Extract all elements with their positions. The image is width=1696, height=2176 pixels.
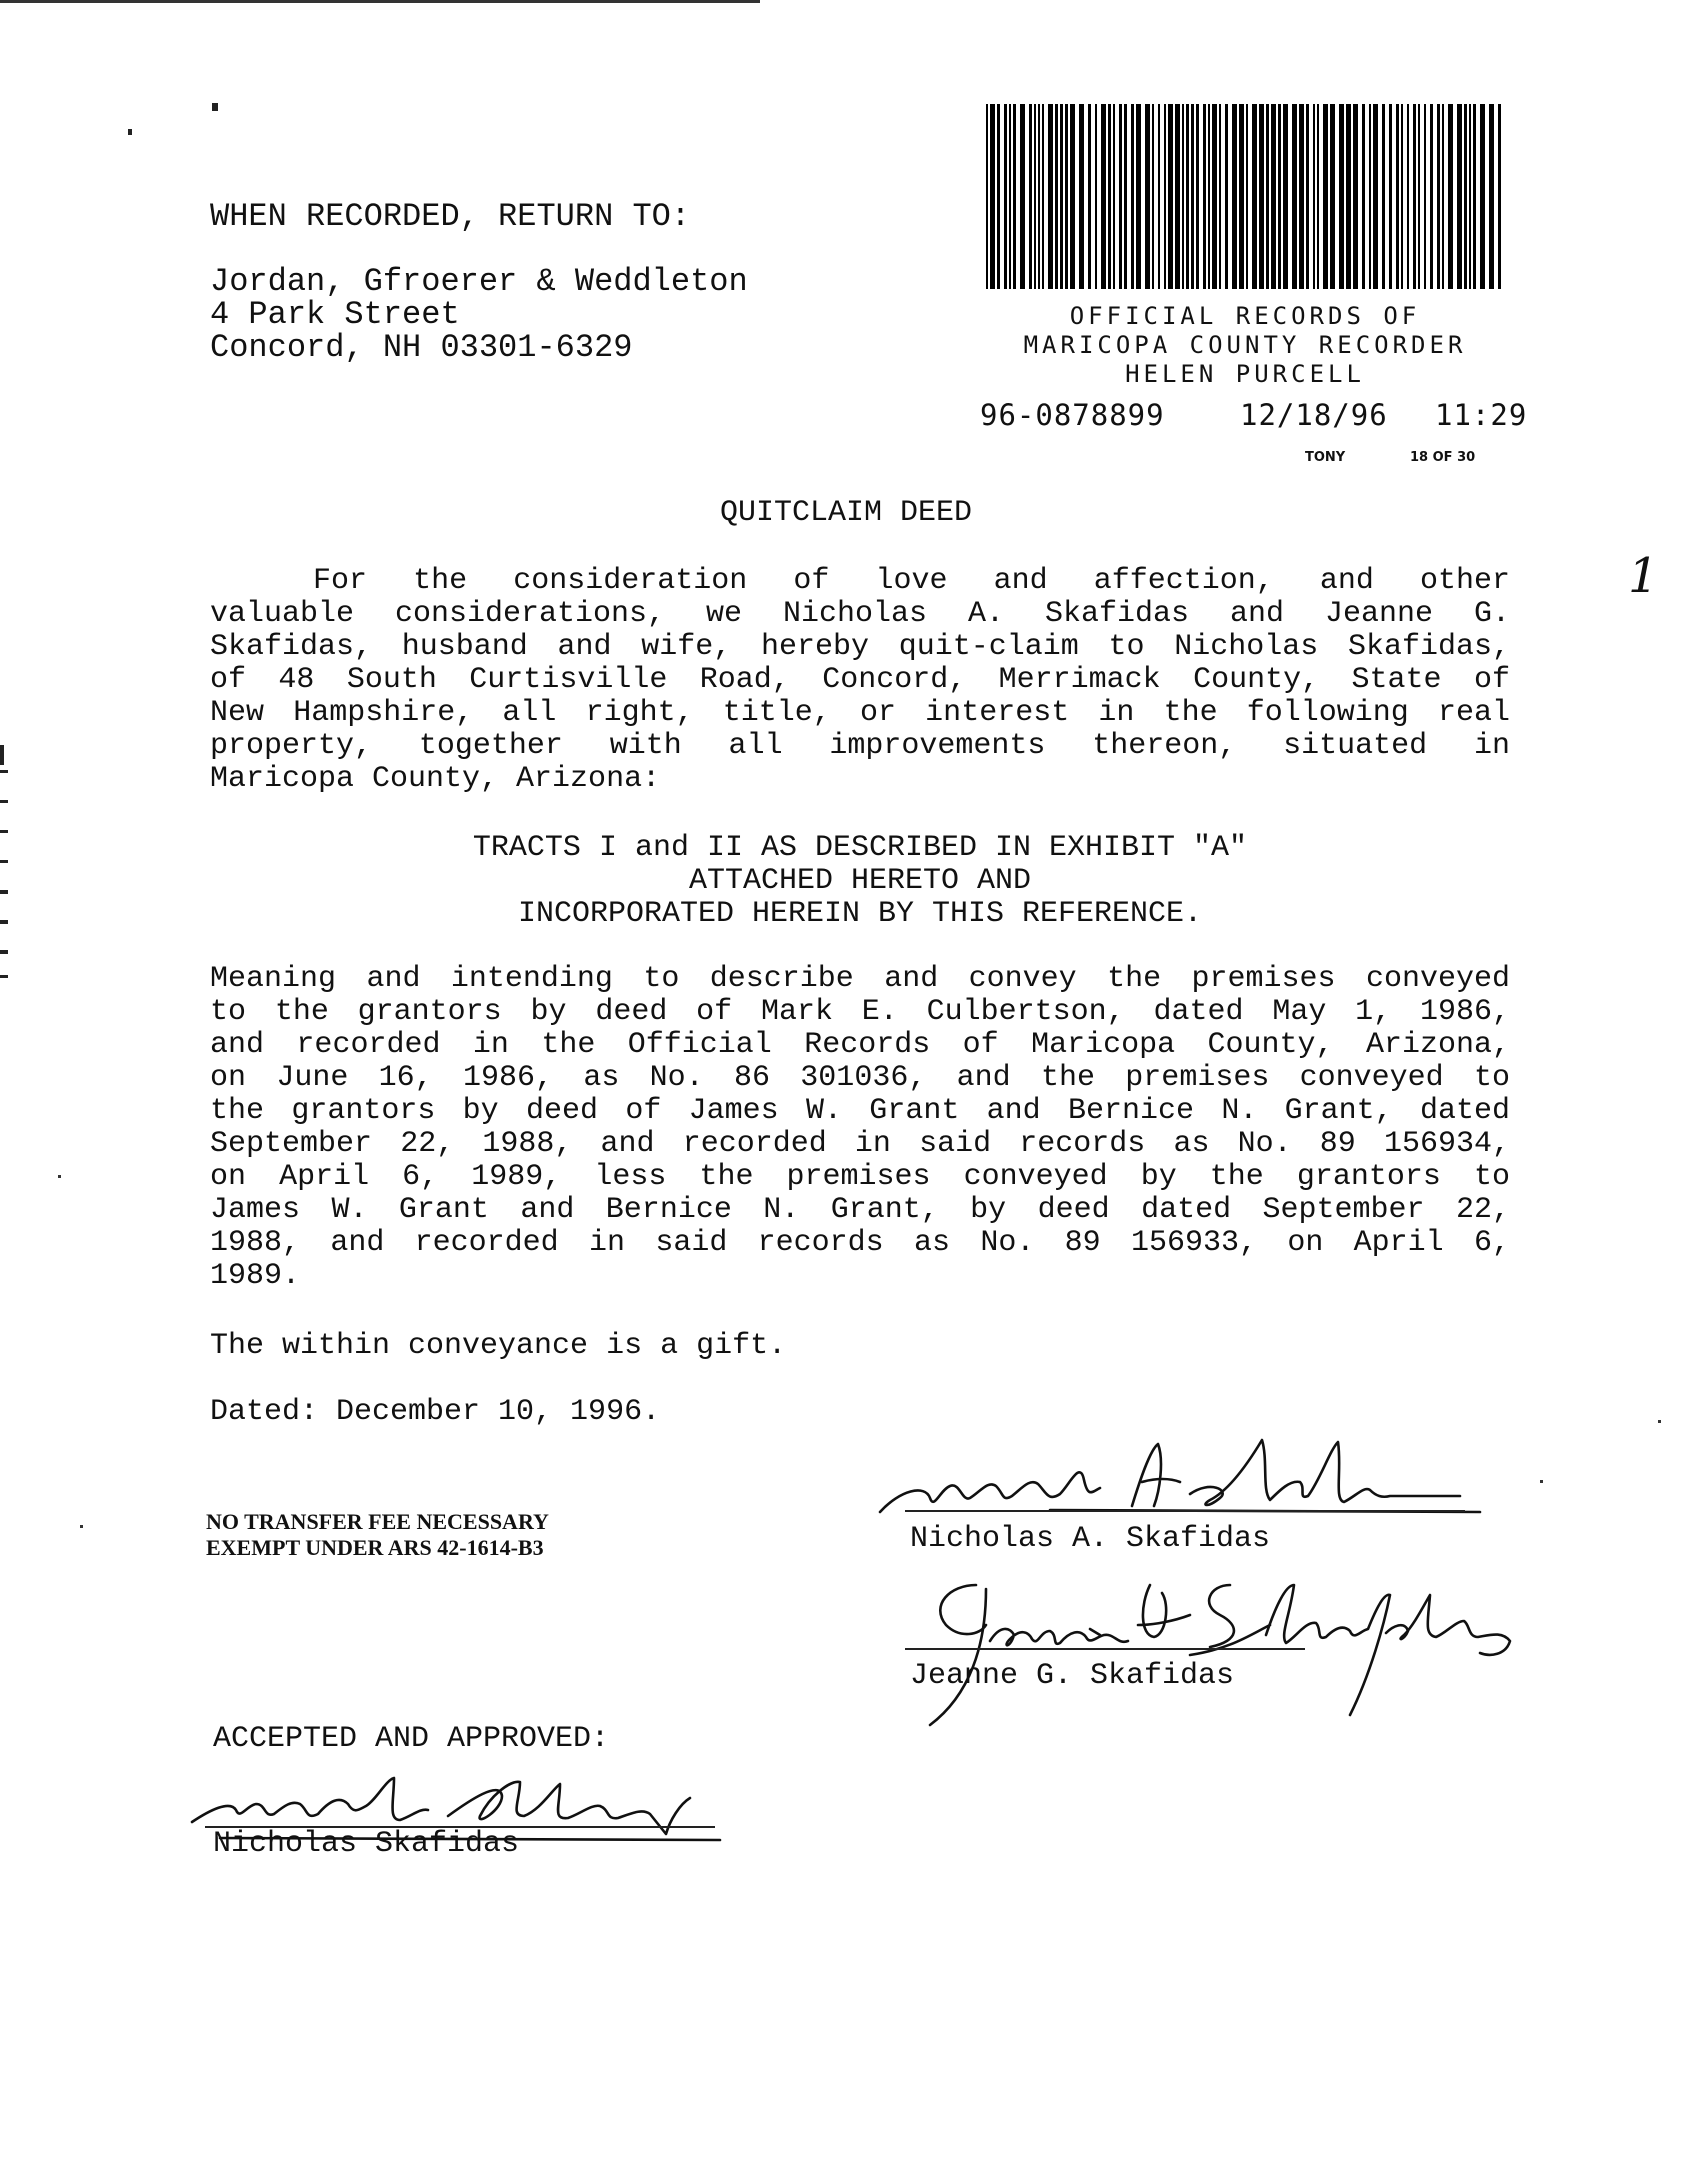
barcode-bar	[1271, 104, 1276, 289]
barcode-bar	[1048, 104, 1053, 289]
recording-page: 18 OF 30	[1410, 450, 1476, 465]
barcode-bar	[1389, 104, 1392, 289]
barcode-bar	[1131, 104, 1134, 289]
accepted-label: ACCEPTED AND APPROVED:	[213, 1722, 610, 1756]
scan-top-edge	[0, 0, 760, 3]
recorder-stamp	[960, 302, 1530, 389]
barcode-bar	[1038, 104, 1040, 289]
barcode-bar	[1457, 104, 1462, 289]
barcode-bar	[1013, 104, 1016, 289]
barcode-bar	[1373, 104, 1378, 289]
grant-line: Skafidas, husband and wife, hereby quit-claim to Nicholas Skafidas,	[210, 630, 1510, 664]
margin-mark: 1	[1628, 548, 1659, 604]
barcode-bar	[1175, 104, 1180, 289]
meaning-line: Meaning and intending to describe and convey the premises conveyed	[210, 962, 1510, 996]
barcode-bar	[1469, 104, 1471, 289]
meaning-line: to the grantors by deed of Mark E. Culbertson, dated May 1, 1986,	[210, 995, 1510, 1029]
meaning-line: 1989.	[210, 1259, 301, 1293]
signature-nicholas-a-skafidas	[870, 1420, 1490, 1530]
barcode-bar	[1065, 104, 1068, 289]
signature-line	[905, 1648, 1305, 1650]
recording-date: 12/18/96	[1240, 398, 1388, 432]
barcode-bar	[1004, 104, 1007, 289]
barcode-bar	[1283, 104, 1288, 289]
barcode-bar	[1266, 104, 1269, 289]
barcode-bar	[986, 104, 988, 289]
barcode-bar	[1413, 104, 1416, 289]
barcode-bar	[1079, 104, 1084, 289]
transfer-fee-exemption: EXEMPT UNDER ARS 42-1614-B3	[206, 1535, 544, 1560]
barcode-bar	[1317, 104, 1319, 289]
barcode-bar	[1252, 104, 1257, 289]
return-heading: WHEN RECORDED, RETURN TO:	[210, 198, 691, 235]
meaning-paragraph	[210, 963, 1510, 1293]
tracts-line: INCORPORATED HEREIN BY THIS REFERENCE.	[517, 897, 1203, 931]
barcode-bar	[1313, 104, 1315, 289]
barcode-bar	[1101, 104, 1106, 289]
meaning-line: on April 6, 1989, less the premises conveyed by the grantors to	[210, 1160, 1510, 1194]
barcode-bar	[1346, 104, 1351, 289]
barcode-bar	[1196, 104, 1199, 289]
recorder-line: HELEN PURCELL	[1125, 360, 1365, 388]
tracts-reference	[210, 832, 1510, 931]
transfer-fee-note: NO TRANSFER FEE NECESSARY	[206, 1509, 549, 1534]
grantor2-name: Jeanne G. Skafidas	[910, 1659, 1235, 1693]
barcode-bar	[1225, 104, 1228, 289]
barcode-bar	[1070, 104, 1075, 289]
barcode-bar	[1498, 104, 1501, 289]
barcode-bar	[1042, 104, 1044, 289]
return-address-line: Concord, NH 03301-6329	[210, 329, 633, 366]
barcode-bar	[1212, 104, 1217, 289]
barcode-bar	[1418, 104, 1420, 289]
recorder-line: OFFICIAL RECORDS OF	[1069, 302, 1421, 330]
barcode-bar	[1208, 104, 1210, 289]
barcode-bar	[1407, 104, 1409, 289]
barcode-bar	[1401, 104, 1403, 289]
grant-line: property, together with all improvements thereon, situated in	[210, 729, 1510, 763]
grant-line: of 48 South Curtisville Road, Concord, Merrimack County, State of	[210, 663, 1510, 697]
recorder-line: MARICOPA COUNTY RECORDER	[1023, 331, 1467, 359]
barcode-bar	[1203, 104, 1206, 289]
barcode-bar	[1029, 104, 1032, 289]
grant-line: New Hampshire, all right, title, or interest in the following real	[210, 696, 1510, 730]
recording-time: 11:29	[1435, 398, 1528, 432]
barcode-bar	[1382, 104, 1385, 289]
barcode-bar	[1119, 104, 1122, 289]
barcode-bar	[1158, 104, 1160, 289]
barcode-bar	[1034, 104, 1036, 289]
barcode-bar	[1246, 104, 1248, 289]
barcode-bar	[1145, 104, 1150, 289]
barcode-bar	[1136, 104, 1141, 289]
document-title: QUITCLAIM DEED	[720, 496, 973, 530]
barcode-bar	[1339, 104, 1344, 289]
barcode-bar	[1186, 104, 1189, 289]
signature-line	[905, 1510, 1465, 1512]
barcode-bar	[1323, 104, 1328, 289]
barcode-bar	[1219, 104, 1221, 289]
meaning-line: James W. Grant and Bernice N. Grant, by deed dated September 22,	[210, 1193, 1510, 1227]
barcode-bar	[1239, 104, 1244, 289]
barcode-bar	[990, 104, 995, 289]
barcode-bar	[1182, 104, 1184, 289]
meaning-line: the grantors by deed of James W. Grant and Bernice N. Grant, dated	[210, 1094, 1510, 1128]
grant-paragraph	[210, 565, 1510, 796]
barcode	[982, 104, 1512, 289]
barcode-bar	[1232, 104, 1237, 289]
barcode-bar	[1088, 104, 1091, 289]
barcode-bar	[1095, 104, 1097, 289]
barcode-bar	[1396, 104, 1399, 289]
grant-line: valuable considerations, we Nicholas A. Skafidas and Jeanne G.	[210, 597, 1510, 631]
barcode-bar	[1437, 104, 1440, 289]
tracts-line: ATTACHED HERETO AND	[688, 864, 1032, 898]
barcode-bar	[1362, 104, 1365, 289]
barcode-bar	[1020, 104, 1025, 289]
barcode-bar	[1292, 104, 1297, 289]
grant-line: For the consideration of love and affection, and other	[313, 564, 1510, 598]
meaning-line: 1988, and recorded in said records as No. 89 156933, on April 6,	[210, 1226, 1510, 1260]
barcode-bar	[1113, 104, 1115, 289]
barcode-bar	[1108, 104, 1111, 289]
barcode-bar	[1473, 104, 1476, 289]
grantee-name: Nicholas Skafidas	[213, 1827, 520, 1861]
barcode-bar	[1055, 104, 1058, 289]
barcode-bar	[1424, 104, 1426, 289]
barcode-bar	[1448, 104, 1453, 289]
barcode-bar	[1168, 104, 1173, 289]
meaning-line: and recorded in the Official Records of Maricopa County, Arizona,	[210, 1028, 1510, 1062]
meaning-line: on June 16, 1986, as No. 86 301036, and the premises conveyed to	[210, 1061, 1510, 1095]
barcode-bar	[1306, 104, 1309, 289]
return-address-line: Jordan, Gfroerer & Weddleton	[210, 263, 748, 300]
recording-number: 96-0878899	[980, 398, 1165, 432]
barcode-bar	[1369, 104, 1371, 289]
barcode-bar	[997, 104, 1000, 289]
barcode-bar	[1299, 104, 1304, 289]
recording-clerk: TONY	[1305, 450, 1346, 465]
return-address-line: 4 Park Street	[210, 296, 460, 333]
barcode-bar	[1278, 104, 1281, 289]
barcode-bar	[1464, 104, 1467, 289]
barcode-bar	[1330, 104, 1335, 289]
barcode-bar	[1191, 104, 1194, 289]
barcode-bar	[1430, 104, 1433, 289]
barcode-bar	[1259, 104, 1264, 289]
barcode-bar	[1009, 104, 1011, 289]
signature-jeanne-g-skafidas	[890, 1565, 1550, 1745]
meaning-line: September 22, 1988, and recorded in said records as No. 89 156934,	[210, 1127, 1510, 1161]
barcode-bar	[1164, 104, 1166, 289]
barcode-bar	[1152, 104, 1154, 289]
barcode-bar	[1480, 104, 1485, 289]
grant-line: Maricopa County, Arizona:	[210, 762, 661, 796]
dated-line: Dated: December 10, 1996.	[210, 1395, 661, 1429]
barcode-bar	[1442, 104, 1444, 289]
grantor1-name: Nicholas A. Skafidas	[910, 1522, 1271, 1556]
barcode-bar	[1353, 104, 1358, 289]
barcode-bar	[1060, 104, 1063, 289]
gift-statement: The within conveyance is a gift.	[210, 1329, 787, 1363]
barcode-bar	[1489, 104, 1494, 289]
tracts-line: TRACTS I and II AS DESCRIBED IN EXHIBIT "A"	[472, 831, 1248, 865]
barcode-bar	[1124, 104, 1127, 289]
